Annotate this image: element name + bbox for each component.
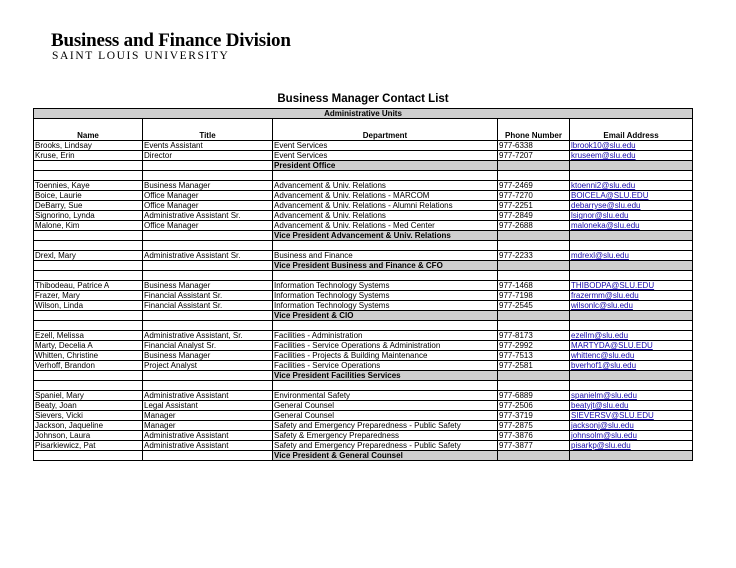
empty-cell [34, 271, 143, 281]
empty-cell [570, 381, 693, 391]
phone-cell: 977-1468 [498, 281, 570, 291]
email-link[interactable]: lbrook10@slu.edu [570, 141, 693, 151]
section-row [34, 231, 693, 241]
department-cell: Advancement & Univ. Relations - Alumni Relations [273, 201, 498, 211]
phone-cell: 977-6338 [498, 141, 570, 151]
title-cell: Administrative Assistant [143, 431, 273, 441]
phone-cell: 977-3877 [498, 441, 570, 451]
department-cell: Information Technology Systems [273, 281, 498, 291]
email-link[interactable]: mdrexl@slu.edu [570, 251, 693, 261]
col-department-header: Department [273, 119, 498, 141]
table-row [34, 301, 693, 311]
empty-cell [570, 261, 693, 271]
title-cell: Office Manager [143, 221, 273, 231]
title-cell: Office Manager [143, 201, 273, 211]
empty-cell [498, 321, 570, 331]
department-cell: Facilities - Administration [273, 331, 498, 341]
section-label: Vice President Facilities Services [273, 371, 498, 381]
department-cell: Information Technology Systems [273, 291, 498, 301]
empty-cell [34, 371, 143, 381]
email-link[interactable]: THIBODPA@SLU.EDU [570, 281, 693, 291]
section-row [34, 161, 693, 171]
email-link[interactable]: johnsolm@slu.edu [570, 431, 693, 441]
title-cell: Financial Assistant Sr. [143, 301, 273, 311]
section-label: Vice President & General Counsel [273, 451, 498, 461]
empty-cell [143, 371, 273, 381]
section-label: Vice President & CIO [273, 311, 498, 321]
empty-cell [570, 371, 693, 381]
empty-cell [143, 261, 273, 271]
table-row [34, 411, 693, 421]
phone-cell: 977-7270 [498, 191, 570, 201]
department-cell: Facilities - Service Operations [273, 361, 498, 371]
name-cell: Pisarkiewicz, Pat [34, 441, 143, 451]
empty-cell [143, 381, 273, 391]
blank-row [34, 321, 693, 331]
division-title: Business and Finance Division [51, 30, 291, 51]
phone-cell: 977-6889 [498, 391, 570, 401]
col-title-header: Title [143, 119, 273, 141]
title-cell: Director [143, 151, 273, 161]
name-cell: Ezell, Melissa [34, 331, 143, 341]
phone-cell: 977-2251 [498, 201, 570, 211]
empty-cell [570, 321, 693, 331]
phone-cell: 977-2992 [498, 341, 570, 351]
table-row [34, 291, 693, 301]
empty-cell [570, 171, 693, 181]
section-row [34, 311, 693, 321]
email-link[interactable]: frazermm@slu.edu [570, 291, 693, 301]
table-row [34, 341, 693, 351]
email-link[interactable]: ktoenni2@slu.edu [570, 181, 693, 191]
email-link[interactable]: MARTYDA@SLU.EDU [570, 341, 693, 351]
name-cell: Signorino, Lynda [34, 211, 143, 221]
phone-cell: 977-2581 [498, 361, 570, 371]
department-cell: Safety and Emergency Preparedness - Public Safety [273, 421, 498, 431]
title-cell: Administrative Assistant [143, 391, 273, 401]
name-cell: Wilson, Linda [34, 301, 143, 311]
column-header-row [34, 119, 693, 141]
empty-cell [273, 321, 498, 331]
table-row [34, 201, 693, 211]
empty-cell [143, 231, 273, 241]
department-cell: General Counsel [273, 411, 498, 421]
table-row [34, 361, 693, 371]
empty-cell [273, 381, 498, 391]
phone-cell: 977-2506 [498, 401, 570, 411]
phone-cell: 977-2469 [498, 181, 570, 191]
email-link[interactable]: pisarkp@slu.edu [570, 441, 693, 451]
name-cell: Jackson, Jaqueline [34, 421, 143, 431]
empty-cell [34, 231, 143, 241]
empty-cell [570, 311, 693, 321]
title-cell: Legal Assistant [143, 401, 273, 411]
contact-list-title: Business Manager Contact List [277, 93, 449, 105]
title-cell: Business Manager [143, 281, 273, 291]
table-row [34, 211, 693, 221]
email-link[interactable]: maloneka@slu.edu [570, 221, 693, 231]
email-link[interactable]: whittenc@slu.edu [570, 351, 693, 361]
name-cell: Verhoff, Brandon [34, 361, 143, 371]
title-cell: Business Manager [143, 351, 273, 361]
empty-cell [34, 241, 143, 251]
title-cell: Administrative Assistant, Sr. [143, 331, 273, 341]
name-cell: Marty, Decelia A [34, 341, 143, 351]
admin-units-label: Administrative Units [34, 109, 693, 119]
email-link[interactable]: BOICELA@SLU.EDU [570, 191, 693, 201]
empty-cell [34, 261, 143, 271]
empty-cell [498, 311, 570, 321]
department-cell: Facilities - Projects & Building Maintenance [273, 351, 498, 361]
phone-cell: 977-7513 [498, 351, 570, 361]
name-cell: Drexl, Mary [34, 251, 143, 261]
email-link[interactable]: debarryse@slu.edu [570, 201, 693, 211]
empty-cell [570, 241, 693, 251]
empty-cell [143, 271, 273, 281]
col-phone-header: Phone Number [498, 119, 570, 141]
email-link[interactable]: jacksonj@slu.edu [570, 421, 693, 431]
admin-units-row [34, 109, 693, 119]
title-cell: Manager [143, 411, 273, 421]
empty-cell [498, 161, 570, 171]
empty-cell [498, 381, 570, 391]
name-cell: Toennies, Kaye [34, 181, 143, 191]
title-cell: Administrative Assistant [143, 441, 273, 451]
name-cell: DeBarry, Sue [34, 201, 143, 211]
phone-cell: 977-2849 [498, 211, 570, 221]
name-cell: Thibodeau, Patrice A [34, 281, 143, 291]
empty-cell [498, 241, 570, 251]
empty-cell [498, 261, 570, 271]
empty-cell [498, 171, 570, 181]
phone-cell: 977-2688 [498, 221, 570, 231]
table-row [34, 401, 693, 411]
blank-row [34, 271, 693, 281]
empty-cell [143, 311, 273, 321]
department-cell: Event Services [273, 151, 498, 161]
department-cell: Environmental Safety [273, 391, 498, 401]
phone-cell: 977-3876 [498, 431, 570, 441]
title-cell: Administrative Assistant Sr. [143, 211, 273, 221]
section-row [34, 371, 693, 381]
department-cell: Safety & Emergency Preparedness [273, 431, 498, 441]
empty-cell [498, 371, 570, 381]
empty-cell [143, 321, 273, 331]
title-cell: Administrative Assistant Sr. [143, 251, 273, 261]
phone-cell: 977-2233 [498, 251, 570, 261]
title-cell: Financial Assistant Sr. [143, 291, 273, 301]
table-row [34, 181, 693, 191]
col-email-header: Email Address [570, 119, 693, 141]
email-link[interactable]: lsignor@slu.edu [570, 211, 693, 221]
phone-cell: 977-2875 [498, 421, 570, 431]
department-cell: Facilities - Service Operations & Administration [273, 341, 498, 351]
name-cell: Malone, Kim [34, 221, 143, 231]
table-row [34, 281, 693, 291]
phone-cell: 977-7198 [498, 291, 570, 301]
department-cell: General Counsel [273, 401, 498, 411]
table-row [34, 191, 693, 201]
empty-cell [273, 171, 498, 181]
table-row [34, 441, 693, 451]
empty-cell [570, 161, 693, 171]
name-cell: Kruse, Erin [34, 151, 143, 161]
email-link[interactable]: wilsonlc@slu.edu [570, 301, 693, 311]
name-cell: Beaty, Joan [34, 401, 143, 411]
phone-cell: 977-7207 [498, 151, 570, 161]
department-cell: Advancement & Univ. Relations [273, 181, 498, 191]
title-cell: Manager [143, 421, 273, 431]
name-cell: Boice, Laurie [34, 191, 143, 201]
department-cell: Advancement & Univ. Relations - MARCOM [273, 191, 498, 201]
email-link[interactable]: beatyjt@slu.edu [570, 401, 693, 411]
empty-cell [498, 231, 570, 241]
table-row [34, 351, 693, 361]
name-cell: Sievers, Vicki [34, 411, 143, 421]
empty-cell [143, 451, 273, 461]
table-row [34, 331, 693, 341]
empty-cell [273, 241, 498, 251]
blank-row [34, 241, 693, 251]
table-row [34, 421, 693, 431]
email-link[interactable]: bverhof1@slu.edu [570, 361, 693, 371]
name-cell: Brooks, Lindsay [34, 141, 143, 151]
empty-cell [143, 241, 273, 251]
blank-row [34, 381, 693, 391]
table-row [34, 391, 693, 401]
empty-cell [34, 381, 143, 391]
university-name: SAINT LOUIS UNIVERSITY [52, 50, 230, 62]
table-row [34, 221, 693, 231]
empty-cell [498, 271, 570, 281]
email-link[interactable]: kruseem@slu.edu [570, 151, 693, 161]
title-cell: Events Assistant [143, 141, 273, 151]
empty-cell [570, 451, 693, 461]
department-cell: Event Services [273, 141, 498, 151]
title-cell: Project Analyst [143, 361, 273, 371]
blank-row [34, 171, 693, 181]
department-cell: Advancement & Univ. Relations [273, 211, 498, 221]
email-link[interactable]: ezellm@slu.edu [570, 331, 693, 341]
empty-cell [34, 451, 143, 461]
section-label: President Office [273, 161, 498, 171]
table-row [34, 431, 693, 441]
empty-cell [143, 171, 273, 181]
empty-cell [34, 321, 143, 331]
section-row [34, 451, 693, 461]
department-cell: Information Technology Systems [273, 301, 498, 311]
name-cell: Spaniel, Mary [34, 391, 143, 401]
department-cell: Advancement & Univ. Relations - Med Center [273, 221, 498, 231]
title-cell: Office Manager [143, 191, 273, 201]
empty-cell [498, 451, 570, 461]
table-row [34, 141, 693, 151]
phone-cell: 977-3719 [498, 411, 570, 421]
empty-cell [570, 231, 693, 241]
phone-cell: 977-2545 [498, 301, 570, 311]
empty-cell [273, 271, 498, 281]
section-label: Vice President Advancement & Univ. Relations [273, 231, 498, 241]
email-link[interactable]: spanielm@slu.edu [570, 391, 693, 401]
empty-cell [34, 171, 143, 181]
title-cell: Business Manager [143, 181, 273, 191]
section-row [34, 261, 693, 271]
name-cell: Johnson, Laura [34, 431, 143, 441]
empty-cell [34, 311, 143, 321]
department-cell: Safety and Emergency Preparedness - Public Safety [273, 441, 498, 451]
department-cell: Business and Finance [273, 251, 498, 261]
name-cell: Frazer, Mary [34, 291, 143, 301]
table-row [34, 251, 693, 261]
contact-table [33, 108, 693, 461]
empty-cell [143, 161, 273, 171]
table-row [34, 151, 693, 161]
empty-cell [34, 161, 143, 171]
title-cell: Financial Analyst Sr. [143, 341, 273, 351]
section-label: Vice President Business and Finance & CFO [273, 261, 498, 271]
name-cell: Whitten, Christine [34, 351, 143, 361]
email-link[interactable]: SIEVERSV@SLU.EDU [570, 411, 693, 421]
empty-cell [570, 271, 693, 281]
col-name-header: Name [34, 119, 143, 141]
phone-cell: 977-8173 [498, 331, 570, 341]
